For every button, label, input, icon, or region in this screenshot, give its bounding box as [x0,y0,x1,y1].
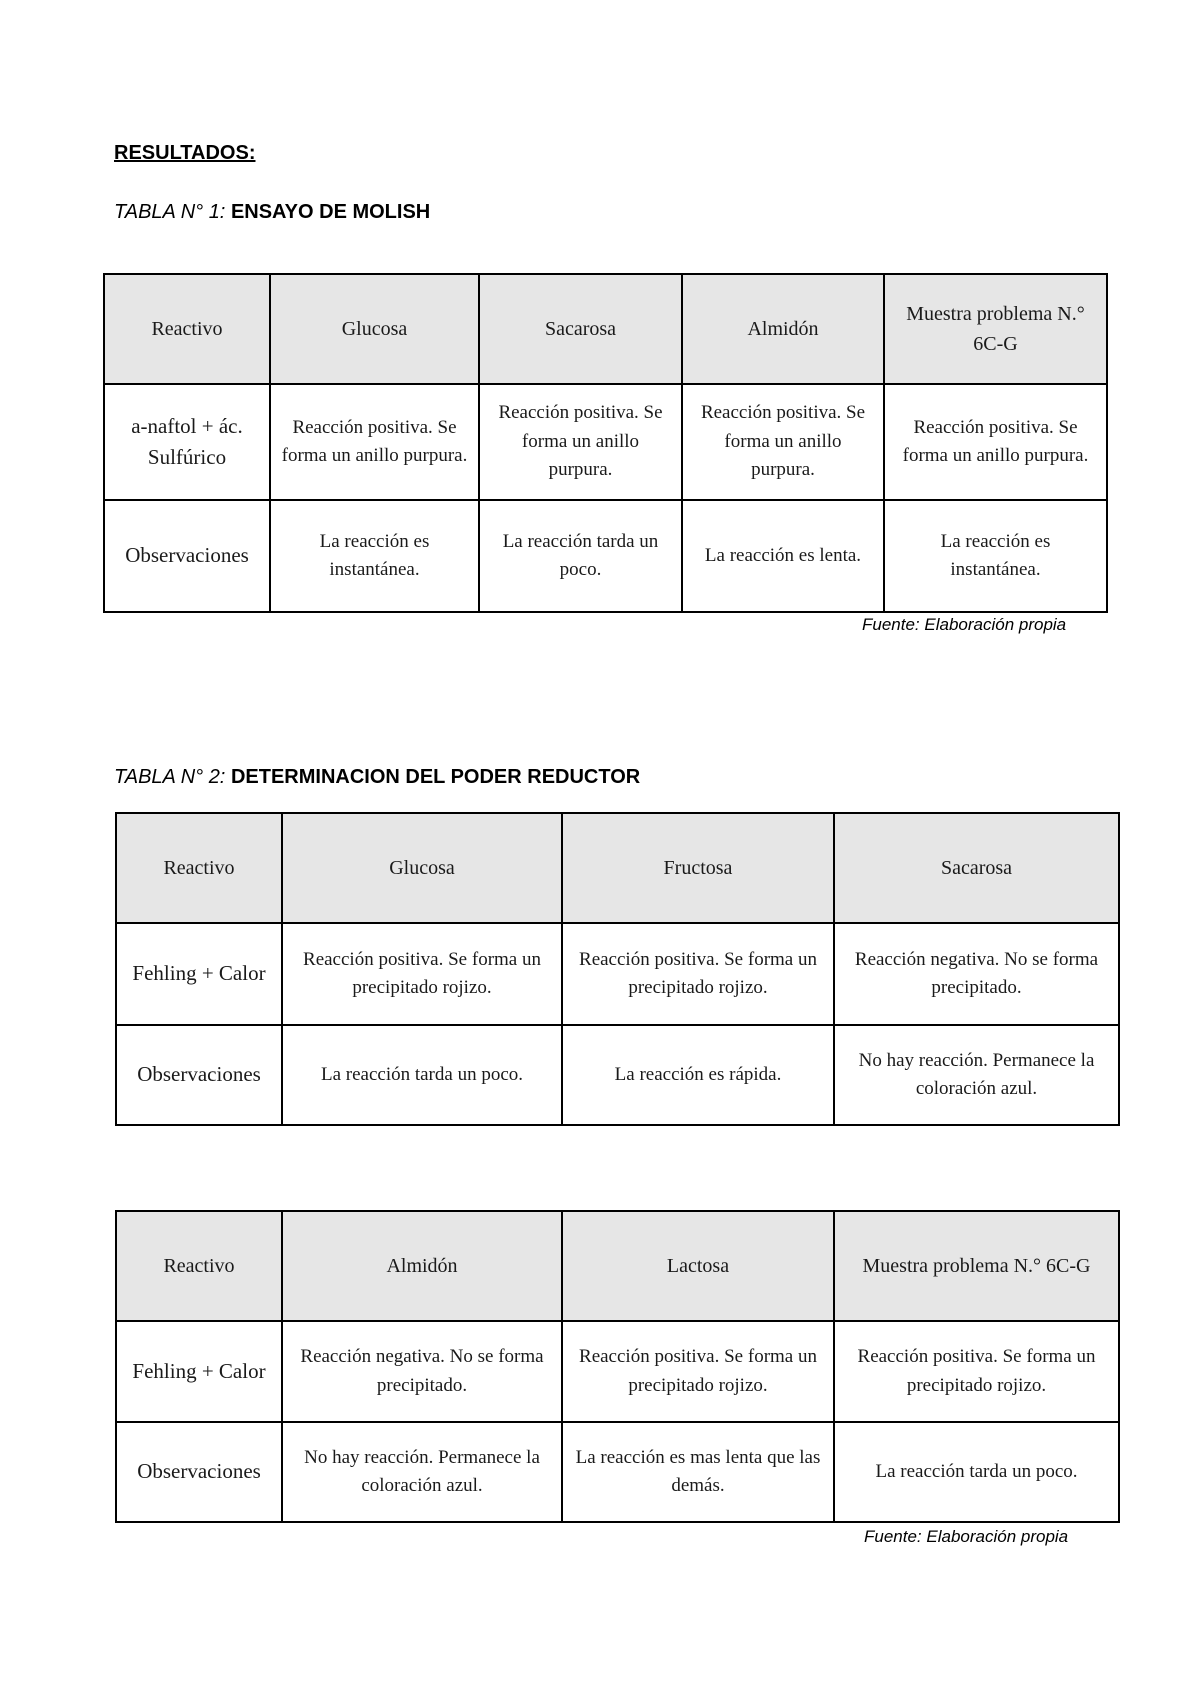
row-label-cell: Observaciones [116,1422,282,1522]
header-cell: Sacarosa [834,813,1119,923]
table-row [104,500,1107,612]
header-cell: Almidón [282,1211,562,1321]
results-heading: RESULTADOS: [114,142,256,164]
table-cell: Reacción positiva. Se forma un precipitado rojizo. [282,923,562,1025]
table-cell: Reacción negativa. No se forma precipitado. [282,1321,562,1422]
row-label-cell: a-naftol + ác. Sulfúrico [104,384,270,500]
table-cell: La reacción tarda un poco. [282,1025,562,1125]
table2-caption [114,766,640,789]
table-row [116,1025,1119,1125]
reducing-power-table-continued [115,1210,1120,1523]
header-cell: Lactosa [562,1211,834,1321]
table2-caption-prefix: TABLA N° 2: [114,766,231,788]
table-cell: La reacción es rápida. [562,1025,834,1125]
header-cell: Muestra problema N.° 6C-G [884,274,1107,384]
header-cell: Glucosa [270,274,479,384]
table-cell: Reacción negativa. No se forma precipitado. [834,923,1119,1025]
table3-source: Fuente: Elaboración propia [864,1527,1069,1546]
row-label-cell: Fehling + Calor [116,923,282,1025]
table-cell: No hay reacción. Permanece la coloración azul. [282,1422,562,1522]
header-cell: Fructosa [562,813,834,923]
table-cell: La reacción es mas lenta que las demás. [562,1422,834,1522]
table-row [116,923,1119,1025]
table-row [116,1321,1119,1422]
table-cell: Reacción positiva. Se forma un anillo purpura. [270,384,479,500]
header-cell: Sacarosa [479,274,682,384]
header-cell: Reactivo [116,1211,282,1321]
table-cell: La reacción es lenta. [682,500,884,612]
table1-caption-title: ENSAYO DE MOLISH [230,201,431,223]
table-header-row [116,813,1119,923]
table-header-row [116,1211,1119,1321]
header-cell: Glucosa [282,813,562,923]
reducing-power-table [115,812,1120,1126]
header-cell: Reactivo [104,274,270,384]
table-cell: La reacción tarda un poco. [479,500,682,612]
table-header-row [104,274,1107,384]
header-cell: Almidón [682,274,884,384]
row-label-cell: Observaciones [104,500,270,612]
table1-caption-prefix: TABLA N° 1: [114,201,231,223]
table-cell: No hay reacción. Permanece la coloración azul. [834,1025,1119,1125]
table-cell: Reacción positiva. Se forma un precipitado rojizo. [834,1321,1119,1422]
table-cell: La reacción tarda un poco. [834,1422,1119,1522]
table-cell: La reacción es instantánea. [270,500,479,612]
row-label-cell: Observaciones [116,1025,282,1125]
table1-source: Fuente: Elaboración propia [862,615,1067,634]
table-cell: La reacción es instantánea. [884,500,1107,612]
table-row [116,1422,1119,1522]
header-cell: Reactivo [116,813,282,923]
header-cell: Muestra problema N.° 6C-G [834,1211,1119,1321]
table-row [104,384,1107,500]
table-cell: Reacción positiva. Se forma un anillo purpura. [479,384,682,500]
molish-table [103,273,1108,613]
table1-caption [114,201,430,224]
table-cell: Reacción positiva. Se forma un precipitado rojizo. [562,1321,834,1422]
table2-caption-title: DETERMINACION DEL PODER REDUCTOR [230,766,641,788]
table-cell: Reacción positiva. Se forma un anillo purpura. [682,384,884,500]
row-label-cell: Fehling + Calor [116,1321,282,1422]
table-cell: Reacción positiva. Se forma un precipitado rojizo. [562,923,834,1025]
table-cell: Reacción positiva. Se forma un anillo purpura. [884,384,1107,500]
